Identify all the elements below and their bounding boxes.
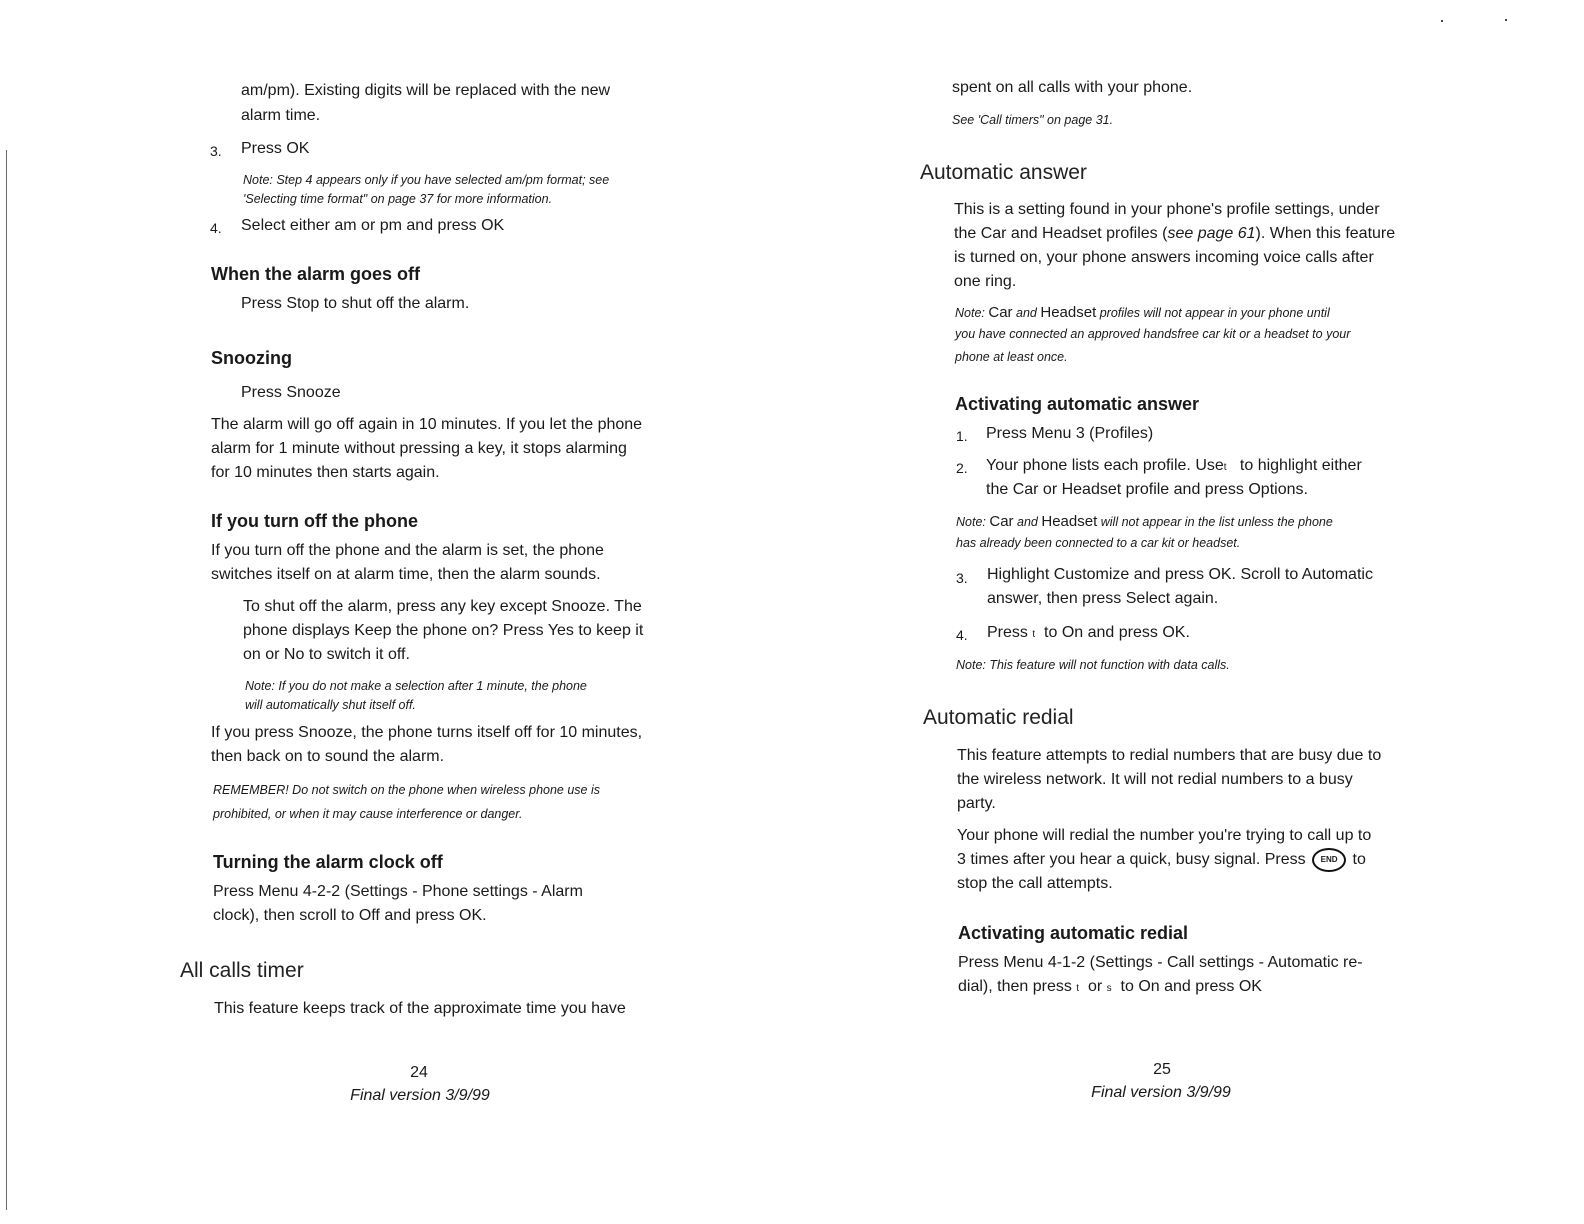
note-lead: Note: xyxy=(956,515,986,529)
body-text: Press Menu 4-2-2 (Settings - Phone settings - Alarm xyxy=(213,883,583,900)
body-text: If you turn off the phone and the alarm is set, the phone xyxy=(211,542,604,559)
page-footer: Final version 3/9/99 xyxy=(1091,1084,1231,1101)
subsection-heading: Activating automatic answer xyxy=(955,394,1200,414)
subsection-heading: When the alarm goes off xyxy=(211,264,421,284)
note-line: Note: If you do not make a selection after 1 minute, the phone xyxy=(245,679,587,693)
cross-reference: See 'Call timers" on page 31. xyxy=(952,113,1114,127)
scroll-key-glyph: t xyxy=(1076,983,1080,994)
note-line: Note: Step 4 appears only if you have selected am/pm format; see xyxy=(243,173,610,187)
step-number: 1. xyxy=(956,428,968,444)
body-text: is turned on, your phone answers incoming voice calls after xyxy=(954,249,1374,266)
note-line xyxy=(955,303,1330,323)
body-text: Press Snooze xyxy=(241,384,341,401)
subsection-heading: Turning the alarm clock off xyxy=(213,852,443,872)
body-text: one ring. xyxy=(954,273,1017,290)
subsection-heading: Activating automatic redial xyxy=(958,923,1189,943)
intro-line: am/pm). Existing digits will be replaced with the new xyxy=(241,82,611,99)
body-text: If you press Snooze, the phone turns itself off for 10 minutes, xyxy=(211,724,643,741)
section-heading: Automatic answer xyxy=(920,161,1087,184)
section-heading: All calls timer xyxy=(180,959,304,982)
body-text: party. xyxy=(957,795,996,812)
text-run: to On and press OK xyxy=(1120,978,1262,995)
subsection-heading: Snoozing xyxy=(211,348,292,368)
page-footer: Final version 3/9/99 xyxy=(350,1087,490,1104)
text-run: profiles will not appear in your phone until xyxy=(1099,306,1330,320)
term: Headset xyxy=(1040,304,1097,321)
note-line: you have connected an approved handsfree car kit or a headset to your xyxy=(955,327,1351,341)
body-text: clock), then scroll to Off and press OK. xyxy=(213,907,487,924)
body-text: on or No to switch it off. xyxy=(243,646,410,663)
page-reference: see page 61 xyxy=(1167,225,1256,242)
step-text: Select either am or pm and press OK xyxy=(241,217,505,234)
text-run: to highlight either xyxy=(1239,457,1362,474)
text-run: Press xyxy=(987,624,1028,641)
text-run: will not appear in the list unless the phone xyxy=(1100,515,1333,529)
end-key-icon: END xyxy=(1312,848,1346,872)
step-number: 4. xyxy=(210,220,222,236)
body-text: phone displays Keep the phone on? Press Yes to keep it xyxy=(243,622,644,639)
note-line xyxy=(956,512,1333,532)
step-text: Press Menu 3 (Profiles) xyxy=(986,425,1154,442)
step-text: answer, then press Select again. xyxy=(987,590,1219,607)
scroll-key-glyph: t xyxy=(1032,629,1036,640)
term: Car xyxy=(989,513,1014,530)
body-text: This feature keeps track of the approximate time you have xyxy=(214,1000,626,1017)
scroll-key-glyph: s xyxy=(1106,983,1112,994)
body-text: then back on to sound the alarm. xyxy=(211,748,445,765)
text-run: Your phone lists each profile. Use xyxy=(986,457,1224,474)
body-text: Press Menu 4-1-2 (Settings - Call settings - Automatic re- xyxy=(958,954,1363,971)
body-text xyxy=(958,975,1262,1001)
term: Headset xyxy=(1041,513,1098,530)
page-number: 25 xyxy=(1153,1061,1171,1078)
note-line: 'Selecting time format" on page 37 for more information. xyxy=(243,192,553,206)
note-line: phone at least once. xyxy=(955,350,1068,364)
step-number: 3. xyxy=(956,570,968,586)
step-number: 2. xyxy=(956,460,968,476)
body-text: the wireless network. It will not redial numbers to a busy xyxy=(957,771,1353,788)
step-number: 3. xyxy=(210,143,222,159)
text-run: and xyxy=(1017,515,1038,529)
section-heading: Automatic redial xyxy=(923,706,1074,729)
term: Car xyxy=(988,304,1013,321)
body-text: This feature attempts to redial numbers that are busy due to xyxy=(957,747,1382,764)
body-text xyxy=(954,222,1395,246)
body-text: Your phone will redial the number you're trying to call up to xyxy=(957,827,1372,844)
text-run: dial), then press xyxy=(958,978,1072,995)
step-text xyxy=(987,621,1190,647)
note-line: will automatically shut itself off. xyxy=(245,698,416,712)
body-text: stop the call attempts. xyxy=(957,875,1113,892)
body-text: switches itself on at alarm time, then the alarm sounds. xyxy=(211,566,601,583)
text-run: to xyxy=(1352,851,1366,869)
text-run: or xyxy=(1087,978,1103,995)
intro-line: alarm time. xyxy=(241,107,321,124)
body-text: This is a setting found in your phone's profile settings, under xyxy=(954,201,1380,218)
step-number: 4. xyxy=(956,627,968,643)
text-run: and xyxy=(1016,306,1037,320)
remember-warning: prohibited, or when it may cause interference or danger. xyxy=(213,807,523,821)
body-text: To shut off the alarm, press any key except Snooze. The xyxy=(243,598,642,615)
body-text: spent on all calls with your phone. xyxy=(952,79,1193,96)
page-number: 24 xyxy=(410,1064,428,1081)
note-line: Note: This feature will not function with data calls. xyxy=(956,658,1230,672)
subsection-heading: If you turn off the phone xyxy=(211,511,418,531)
body-text: Press Stop to shut off the alarm. xyxy=(241,295,470,312)
step-text xyxy=(986,454,1362,480)
note-lead: Note: xyxy=(955,306,985,320)
step-text: the Car or Headset profile and press Options. xyxy=(986,481,1308,498)
text-run: to On and press OK. xyxy=(1044,624,1190,641)
body-text xyxy=(957,848,1366,872)
remember-warning: REMEMBER! Do not switch on the phone when wireless phone use is xyxy=(213,783,600,797)
body-text: alarm for 1 minute without pressing a key, it stops alarming xyxy=(211,440,627,457)
note-line: has already been connected to a car kit or headset. xyxy=(956,536,1241,550)
step-text: Press OK xyxy=(241,140,310,157)
text-run: 3 times after you hear a quick, busy signal. Press xyxy=(957,851,1306,869)
text-run: ). When this feature xyxy=(1255,225,1396,242)
step-text: Highlight Customize and press OK. Scroll to Automatic xyxy=(987,566,1373,583)
body-text: for 10 minutes then starts again. xyxy=(211,464,440,481)
text-run: the Car and Headset profiles ( xyxy=(954,225,1168,242)
body-text: The alarm will go off again in 10 minutes. If you let the phone xyxy=(211,416,643,433)
right-page xyxy=(792,0,1584,1224)
scroll-key-glyph: t xyxy=(1223,462,1227,473)
